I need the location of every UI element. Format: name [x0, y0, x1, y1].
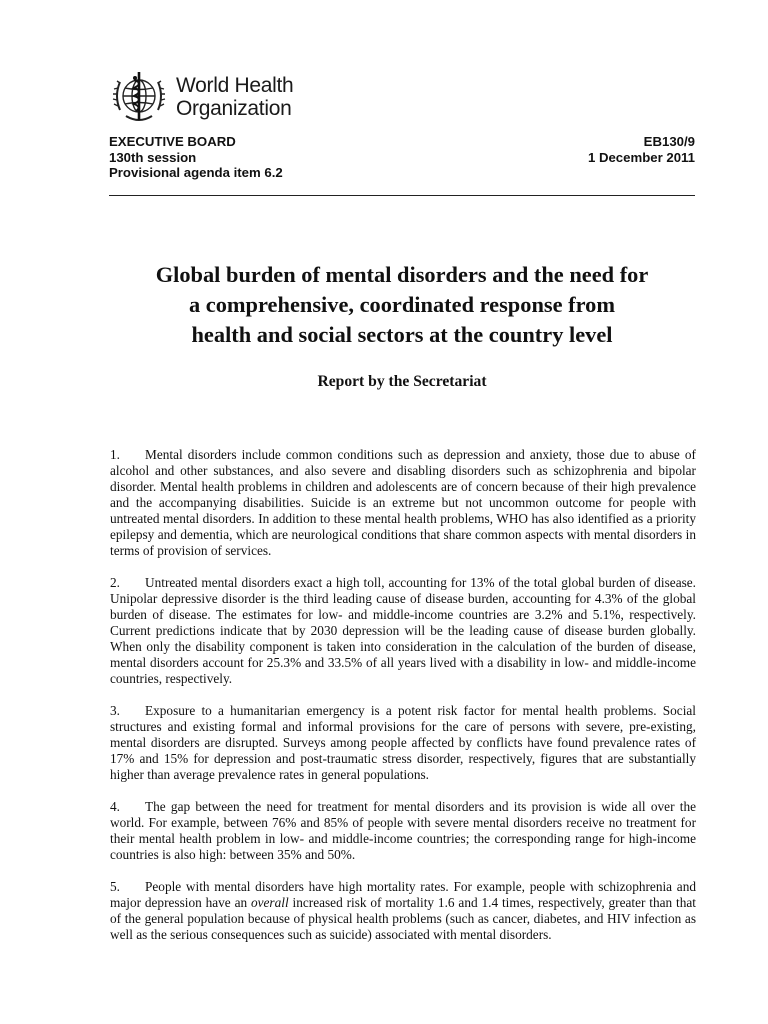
document-subtitle: Report by the Secretariat	[317, 373, 487, 390]
emphasis-overall: overall	[250, 895, 289, 910]
document-id: EB130/9	[643, 134, 695, 149]
paragraph-number: 4.	[110, 799, 120, 814]
who-logo	[108, 66, 293, 128]
paragraph-text-continued: increased risk of mortality 1.6 and 1.4 times, respectively, greater than that of the general population because of physical health problems (such as cancer, diabetes, and HIV infection as well as the serious consequences such as suicide) associated with mental disorders.	[110, 895, 696, 942]
paragraph-number: 2.	[110, 575, 120, 590]
paragraph-text: People with mental disorders have high mortality rates. For example, people with schizophrenia and major depression have an	[110, 879, 696, 910]
header-left	[109, 134, 283, 181]
paragraph-text: The gap between the need for treatment for mental disorders and its provision is wide all over the world. For example, between 76% and 85% of people with severe mental disorders receive no treatment for their mental health problem in low- and middle-income countries; the corresponding range for high-income countries is also high: between 35% and 50%.	[110, 799, 696, 862]
logo-line-2: Organization	[176, 97, 292, 120]
paragraph-1	[110, 447, 696, 559]
title-line-2: a comprehensive, coordinated response from	[188, 292, 615, 317]
board-label: EXECUTIVE BOARD	[109, 134, 236, 149]
agenda-label: Provisional agenda item 6.2	[109, 165, 283, 180]
paragraph-3	[110, 703, 696, 783]
paragraph-text: Exposure to a humanitarian emergency is a potent risk factor for mental health problems. Social structures and existing formal and informal provisions for the care of persons with severe, pre-existing, mental disorders are disrupted. Surveys among people affected by conflicts have found prevalence rates of 17% and 15% for depression and post-traumatic stress disorder, respectively, figures that are substantially higher than average prevalence rates in general populations.	[110, 703, 696, 782]
document-title	[100, 260, 704, 350]
paragraph-5	[110, 879, 696, 943]
header-divider	[109, 195, 695, 196]
title-line-1: Global burden of mental disorders and the need for	[155, 262, 649, 287]
logo-line-1: World Health	[176, 74, 294, 97]
paragraph-number: 3.	[110, 703, 120, 718]
paragraph-2	[110, 575, 696, 687]
paragraph-number: 1.	[110, 447, 120, 462]
paragraph-text: Untreated mental disorders exact a high toll, accounting for 13% of the total global burden of disease. Unipolar depressive disorder is the third leading cause of disease burden, accounting for 4.3% of the global burden of disease. The estimates for low- and middle-income countries are 3.2% and 5.1%, respectively. Current predictions indicate that by 2030 depression will be the leading cause of disease burden globally. When only the disability component is taken into consideration in the calculation of the burden of disease, mental disorders account for 25.3% and 33.5% of all years lived with a disability in low- and middle-income countries, respectively.	[110, 575, 696, 686]
document-date: 1 December 2011	[587, 149, 695, 165]
paragraph-4	[110, 799, 696, 863]
document-body	[110, 447, 696, 959]
logo-text	[176, 74, 293, 120]
who-emblem-icon	[108, 66, 170, 128]
header-right	[588, 134, 695, 165]
session-label: 130th session	[109, 149, 197, 165]
paragraph-text: Mental disorders include common conditions such as depression and anxiety, those due to abuse of alcohol and other substances, and also severe and disabling disorders such as schizophrenia and bipolar disorder. Mental health problems in children and adolescents are of concern because of their high prevalence and the accompanying disabilities. Suicide is an extreme but not uncommon outcome for people with untreated mental disorders. In addition to these mental health problems, WHO has also identified as a priority epilepsy and dementia, which are neurological conditions that share common aspects with mental disorders in terms of provision of services.	[110, 447, 696, 558]
paragraph-number: 5.	[110, 879, 120, 894]
title-line-3: health and social sectors at the country level	[191, 322, 613, 347]
